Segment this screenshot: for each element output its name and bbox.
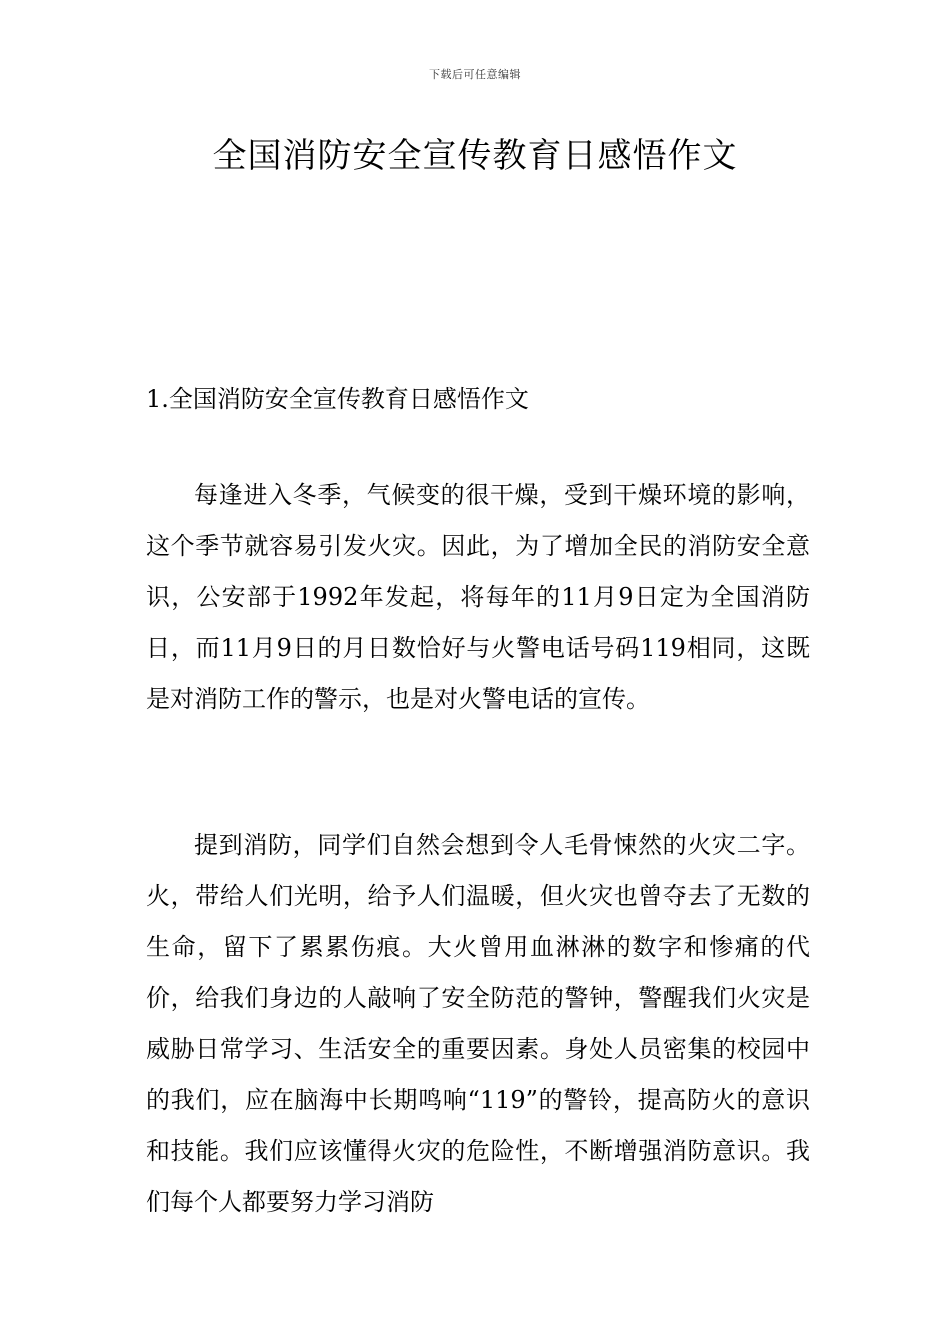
page-header-note: 下载后可任意编辑 <box>429 68 521 81</box>
section-heading: 1.全国消防安全宣传教育日感悟作文 <box>146 385 529 413</box>
document-title: 全国消防安全宣传教育日感悟作文 <box>212 136 738 176</box>
body-paragraph: 提到消防，同学们自然会想到令人毛骨悚然的火灾二字。火，带给人们光明，给予人们温暖，但火灾也曾夺去了无数的生命，留下了累累伤痕。大火曾用血淋淋的数字和惨痛的代价，给我们身边的人敲响了安全防范的警钟，警醒我们火灾是威胁日常学习、生活安全的重要因素。身处人员密集的校园中的我们，应在脑海中长期鸣响“119”的警铃，提高防火的意识和技能。我们应该懂得火灾的危险性，不断增强消防意识。我们每个人都要努力学习消防 <box>146 831 810 1216</box>
body-paragraph: 每逢进入冬季，气候变的很干燥，受到干燥环境的影响，这个季节就容易引发火灾。因此，为了增加全民的消防安全意识，公安部于1992年发起，将每年的11月9日定为全国消防日，而11月9日的月日数恰好与火警电话号码119相同，这既是对消防工作的警示，也是对火警电话的宣传。 <box>146 481 810 713</box>
